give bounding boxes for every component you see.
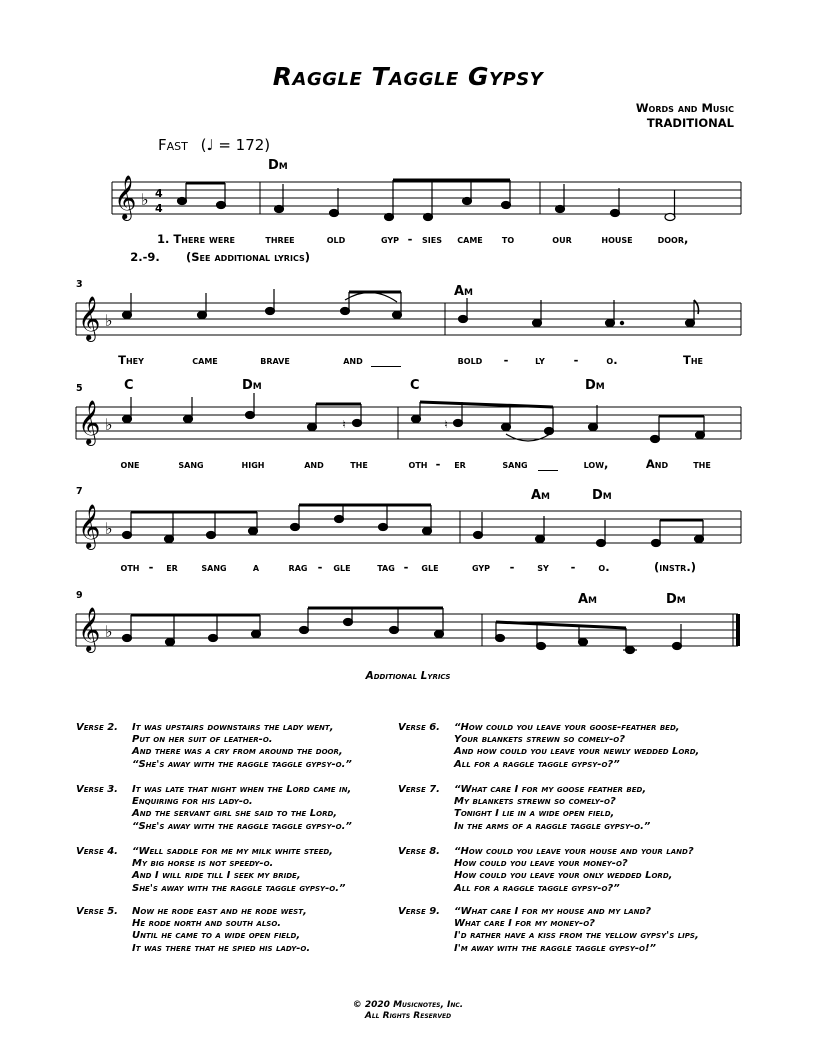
verse-line: What care I for my money-o?	[454, 918, 595, 930]
verse-line: And there was a cry from around the door,	[132, 746, 343, 758]
flat-key-icon: ♭	[105, 415, 113, 434]
verse-label: Verse 9.	[398, 906, 440, 917]
lyric-syllable: and	[304, 457, 324, 471]
natural-sign-icon: ♮	[342, 418, 346, 431]
copyright-line: © 2020 Musicnotes, Inc.	[352, 1000, 464, 1010]
verse-block	[76, 784, 396, 836]
verse-block	[76, 846, 396, 898]
tempo-value: (♩ = 172)	[200, 136, 271, 154]
verse-text	[132, 846, 345, 895]
lyric-syllable: -	[503, 353, 509, 367]
lyric-syllable: oth	[120, 560, 140, 574]
verse-range-label: 2.-9.	[130, 250, 160, 264]
svg-text:4: 4	[155, 187, 163, 200]
lyric-syllable: gyp	[471, 560, 491, 574]
lyric-syllable: And	[645, 457, 669, 471]
lyrics-line	[0, 457, 816, 473]
lyric-syllable: three	[265, 232, 295, 246]
chord-symbol: Dm	[585, 378, 605, 393]
lyric-syllable: gle	[421, 560, 439, 574]
verse-block	[398, 722, 738, 774]
lyric-syllable: the	[693, 457, 711, 471]
measure-number: 9	[76, 590, 83, 601]
treble-clef-icon: 𝄞	[78, 607, 101, 651]
instrumental-marking: (instr.)	[654, 560, 696, 574]
verse-block	[398, 784, 738, 836]
verse-line: Enquiring for his lady-o.	[132, 796, 253, 808]
lyric-syllable: er	[166, 560, 178, 574]
slur	[345, 292, 397, 302]
chord-symbol: Am	[454, 284, 474, 299]
verse-line: She's away with the raggle taggle gypsy-o.”	[132, 882, 346, 894]
credit-block	[636, 101, 734, 131]
lyric-syllable: the	[350, 457, 368, 471]
verse-line: Tonight I lie in a wide open field,	[454, 808, 615, 820]
lyric-syllable: a	[252, 560, 260, 574]
lyric-syllable: -	[148, 560, 154, 574]
chord-symbol: Dm	[592, 488, 612, 503]
treble-clef-icon: 𝄞	[78, 296, 101, 340]
lyric-syllable: our	[552, 232, 572, 246]
lyric-syllable: -	[509, 560, 515, 574]
treble-clef-icon: 𝄞	[78, 504, 101, 548]
lyrics-line	[0, 232, 816, 248]
lyrics-line-2	[0, 250, 816, 266]
flat-key-icon: ♭	[105, 311, 113, 330]
svg-text:4: 4	[155, 202, 163, 215]
verse-text	[132, 784, 352, 833]
song-title: Raggle Taggle Gypsy	[272, 62, 544, 91]
verse-label: Verse 3.	[76, 784, 118, 795]
verse-line: All for a raggle taggle gypsy-o?”	[454, 882, 620, 894]
lyric-syllable: came	[457, 232, 483, 246]
verse-line: “What care I for my goose feather bed,	[454, 784, 647, 795]
lyric-syllable: one	[120, 457, 140, 471]
lyric-syllable: house	[601, 232, 633, 246]
lyric-syllable: ly	[535, 353, 545, 367]
lyrics-line	[0, 560, 816, 576]
verse-line: It was there that he spied his lady-o.	[132, 942, 311, 954]
verse-line: He rode north and south also.	[132, 918, 282, 930]
slur	[506, 434, 550, 441]
measure-number: 5	[76, 383, 83, 394]
lyric-syllable: -	[573, 353, 579, 367]
verse-label: Verse 2.	[76, 722, 118, 733]
verse-line: My blankets strewn so comely-o?	[454, 796, 616, 808]
lyric-syllable: came	[192, 353, 218, 367]
lyric-syllable: brave	[260, 353, 290, 367]
measure-number: 3	[76, 279, 83, 290]
verse-line: Your blankets strewn so comely-o?	[454, 734, 626, 746]
verse-line: How could you leave your money-o?	[454, 858, 628, 870]
lyric-syllable: -	[403, 560, 409, 574]
lyric-syllable: high	[241, 457, 265, 471]
rights-line: All Rights Reserved	[364, 1011, 452, 1021]
flat-key-icon: ♭	[141, 190, 149, 209]
lyric-syllable: sang	[201, 560, 227, 574]
verse-line: Put on her suit of leather-o.	[132, 734, 273, 746]
treble-clef-icon: 𝄞	[114, 175, 137, 219]
verse-line: My big horse is not speedy-o.	[132, 858, 274, 870]
lyric-syllable: door,	[657, 232, 689, 246]
verse-label: Verse 8.	[398, 846, 440, 857]
lyric-syllable: sies	[422, 232, 442, 246]
lyric-syllable: tag	[377, 560, 395, 574]
lyric-syllable: low,	[583, 457, 609, 471]
lyric-syllable: rag	[288, 560, 308, 574]
verse-label: Verse 7.	[398, 784, 440, 795]
verse-label: Verse 6.	[398, 722, 440, 733]
lyrics-line	[0, 353, 816, 369]
lyric-syllable: o.	[598, 560, 610, 574]
verse-line: “How could you leave your goose-feather bed,	[454, 722, 680, 733]
lyric-syllable: gle	[333, 560, 351, 574]
verse-line: “She's away with the raggle taggle gypsy-o.”	[132, 758, 352, 770]
final-barline	[736, 614, 740, 646]
chord-symbol: Am	[578, 592, 598, 607]
verse-block	[398, 906, 738, 958]
verse-text	[132, 722, 352, 771]
verse-line: In the arms of a raggle taggle gypsy-o.”	[454, 820, 651, 832]
lyric-syllable: er	[454, 457, 466, 471]
lyric-note: (See additional lyrics)	[186, 250, 310, 264]
lyric-syllable: old	[326, 232, 346, 246]
tempo-label: Fast	[158, 136, 188, 154]
lyric-syllable: sang	[502, 457, 528, 471]
lyric-syllable: bold	[457, 353, 483, 367]
chord-symbol: Dm	[666, 592, 686, 607]
natural-sign-icon: ♮	[444, 418, 448, 431]
lyric-syllable: -	[435, 457, 441, 471]
verse-block	[76, 906, 396, 958]
tempo-marking	[158, 136, 270, 154]
copyright-block	[0, 1000, 816, 1022]
lyric-syllable: They	[118, 353, 144, 367]
verse-label: Verse 5.	[76, 906, 118, 917]
flat-key-icon: ♭	[105, 622, 113, 641]
verse-line: All for a raggle taggle gypsy-o?”	[454, 758, 620, 770]
verse-text	[454, 784, 650, 833]
verse-line: “What care I for my house and my land?	[454, 906, 652, 917]
extender-line	[538, 470, 558, 471]
lyric-syllable: sang	[178, 457, 204, 471]
extender-line	[371, 366, 401, 367]
flat-key-icon: ♭	[105, 519, 113, 538]
staff-system-5	[0, 598, 816, 668]
staff-system-2	[0, 280, 816, 350]
verse-line: Until he came to a wide open field,	[132, 930, 301, 942]
verse-line: I'd rather have a kiss from the yellow gypsy's lips,	[454, 930, 699, 942]
chord-symbol: Am	[531, 488, 551, 503]
verse-line: It was upstairs downstairs the lady went,	[132, 722, 334, 733]
chord-symbol: Dm	[242, 378, 262, 393]
lyric-syllable: gyp	[380, 232, 400, 246]
chord-symbol: Dm	[268, 158, 288, 173]
verse-line: It was late that night when the Lord came in,	[132, 784, 352, 795]
verse-text	[132, 906, 310, 955]
lyric-syllable: 1. There were	[157, 232, 235, 246]
treble-clef-icon: 𝄞	[78, 400, 101, 444]
staff-system-4	[0, 495, 816, 565]
lyric-syllable: The	[682, 353, 704, 367]
lyric-syllable: and	[343, 353, 363, 367]
verse-line: “Well saddle for me my milk white steed,	[132, 846, 333, 857]
verse-line: I'm away with the raggle taggle gypsy-o!”	[454, 942, 656, 954]
lyric-syllable: to	[501, 232, 515, 246]
verses-right-column	[398, 722, 738, 962]
chord-symbol: C	[410, 378, 420, 393]
staff-system-1	[0, 160, 816, 240]
measure-number: 7	[76, 486, 83, 497]
chord-symbol: C	[124, 378, 134, 393]
verse-block	[398, 846, 738, 898]
staff-system-3	[0, 390, 816, 460]
lyric-syllable: o.	[606, 353, 618, 367]
verse-line: And the servant girl she said to the Lord,	[132, 808, 338, 820]
verse-line: How could you leave your only wedded Lord,	[454, 870, 673, 882]
verse-text	[454, 906, 699, 955]
verse-block	[76, 722, 396, 774]
verse-line: “She's away with the raggle taggle gypsy-o.”	[132, 820, 352, 832]
verse-text	[454, 846, 694, 895]
lyric-syllable: -	[407, 232, 413, 246]
verse-line: “How could you leave your house and your land?	[454, 846, 694, 857]
verse-label: Verse 4.	[76, 846, 118, 857]
credit-composer: TRADITIONAL	[646, 116, 734, 130]
lyric-syllable: sy	[537, 560, 549, 574]
verse-line: And I will ride till I seek my bride,	[132, 870, 301, 882]
credit-label: Words and Music	[635, 101, 734, 115]
verses-left-column	[76, 722, 396, 962]
lyric-syllable: oth	[408, 457, 428, 471]
additional-lyrics-heading: Additional Lyrics	[365, 670, 451, 682]
lyric-syllable: -	[570, 560, 576, 574]
verse-text	[454, 722, 699, 771]
verse-line: And how could you leave your newly wedded Lord,	[454, 746, 700, 758]
lyric-syllable: -	[317, 560, 323, 574]
verse-line: Now he rode east and he rode west,	[132, 906, 307, 917]
